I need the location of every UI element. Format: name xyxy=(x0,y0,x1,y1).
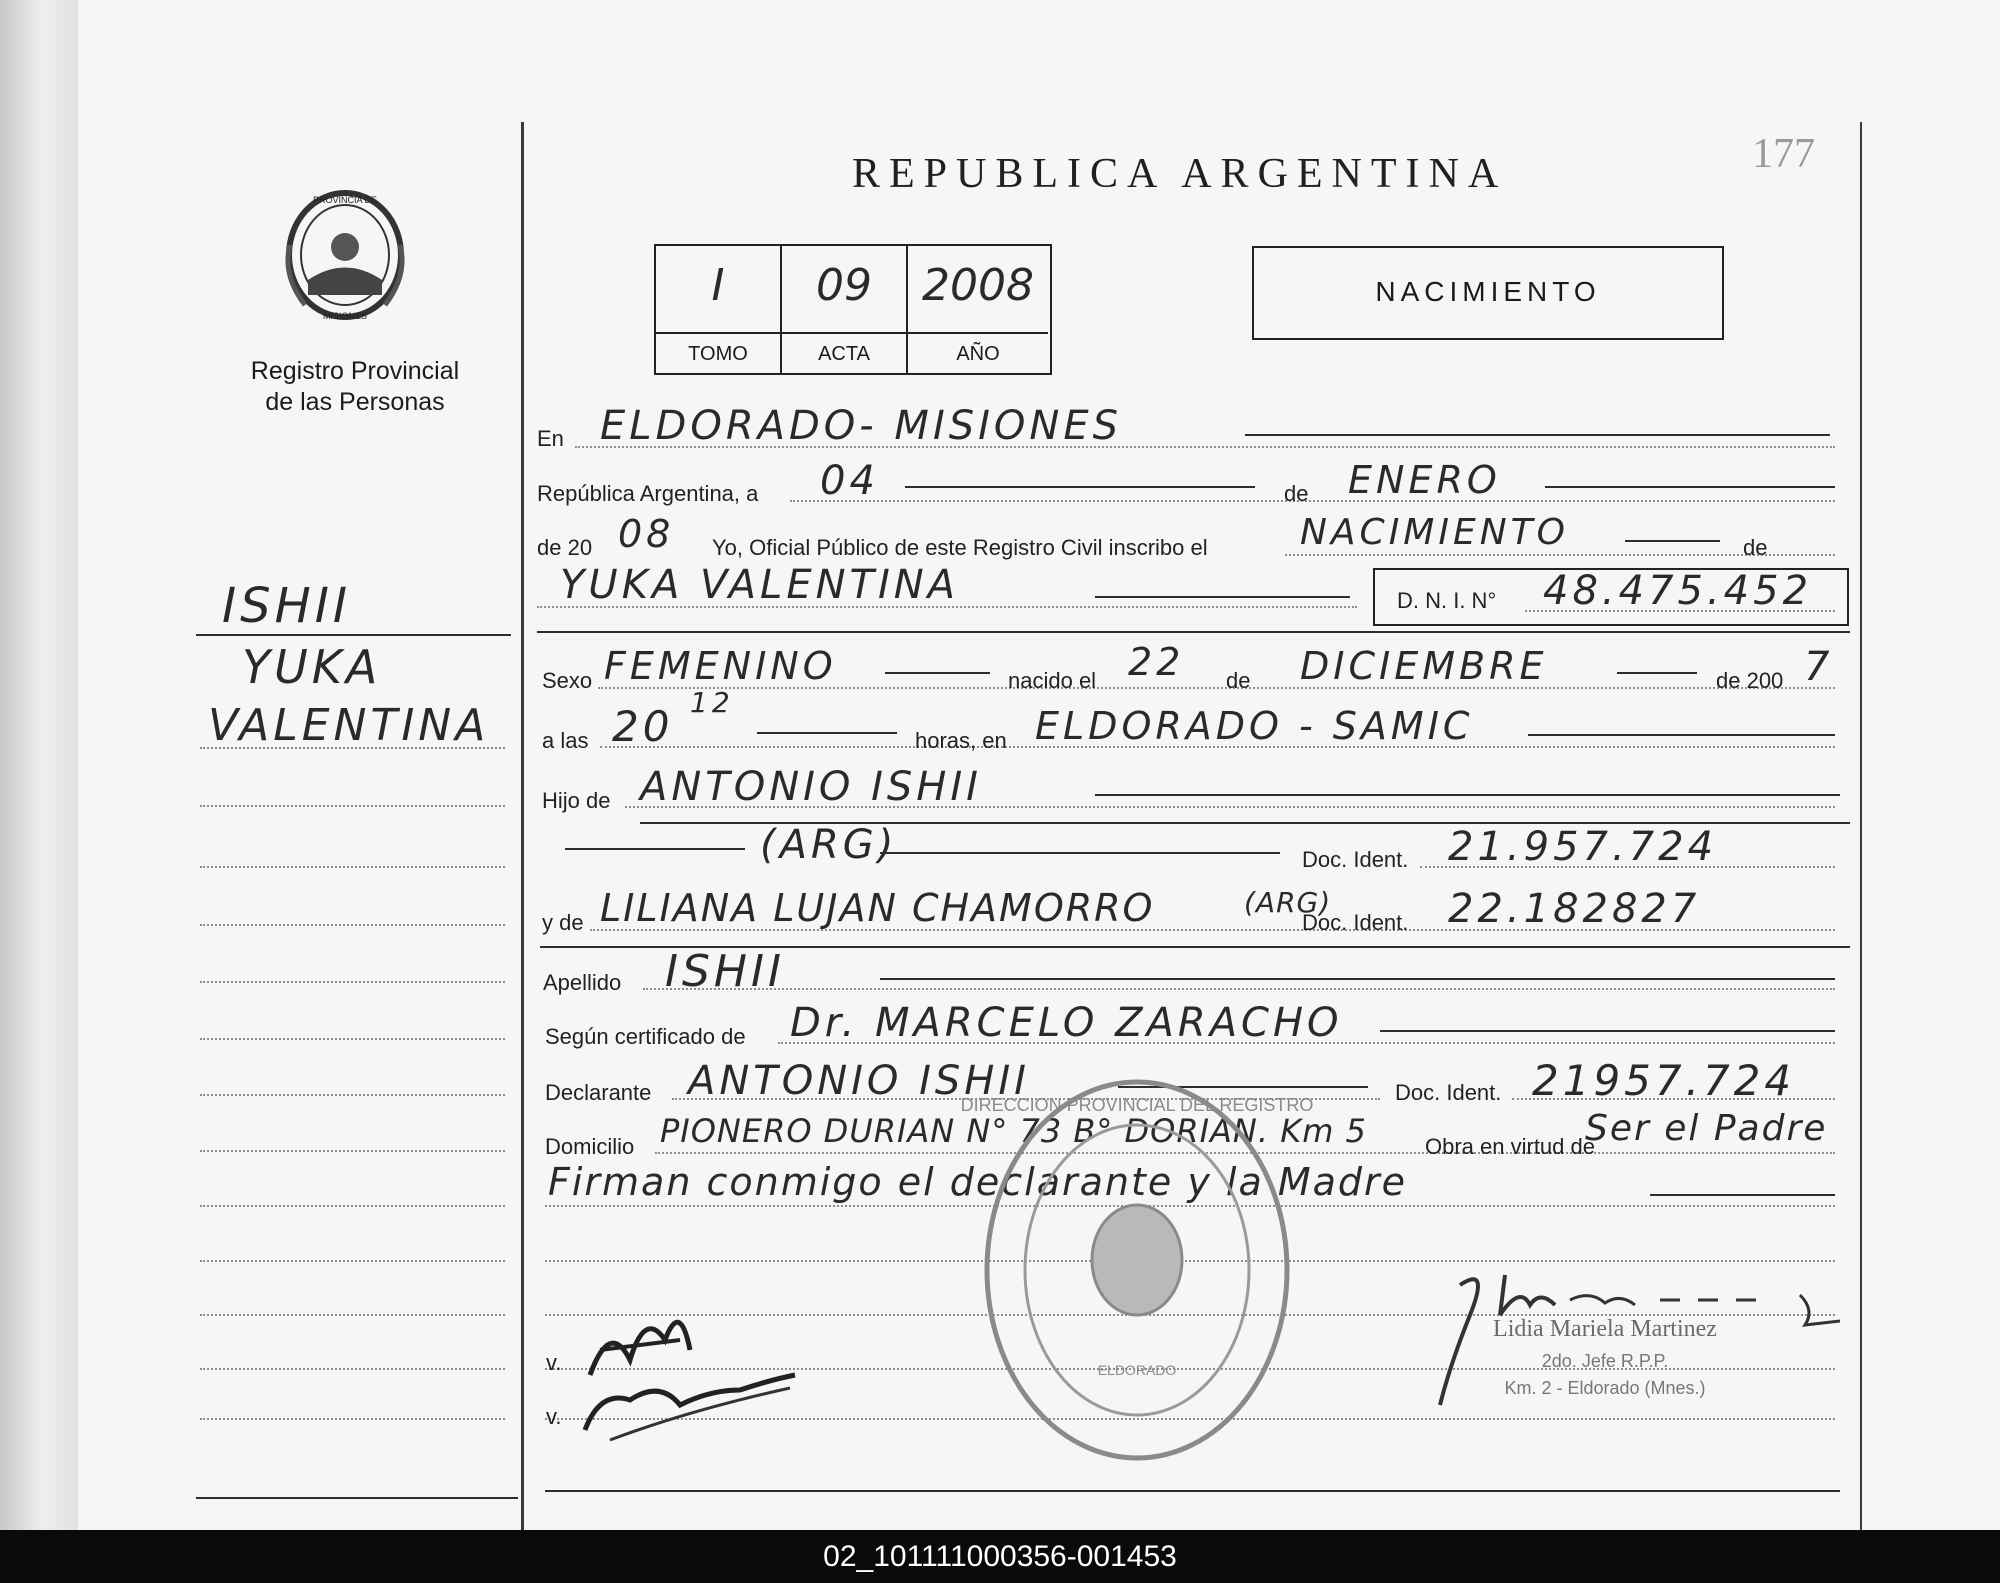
value-medico: Dr. MARCELO ZARACHO xyxy=(790,1000,1343,1046)
value-domicilio: PIONERO DURIAN N° 73 B° DORIAN. Km 5 xyxy=(660,1112,1367,1150)
value-lugar-nac: ELDORADO - SAMIC xyxy=(1035,704,1474,748)
value-declarante-doc: 21957.724 xyxy=(1532,1056,1796,1105)
fill-line-firman xyxy=(1650,1194,1835,1196)
margin-line-6 xyxy=(200,981,505,983)
value-madre: LILIANA LUJAN CHAMORRO xyxy=(600,886,1155,930)
label-domicilio: Domicilio xyxy=(545,1134,635,1159)
label-obra: Obra en virtud de xyxy=(1425,1134,1595,1159)
registry-name xyxy=(210,356,500,418)
label-republica: República Argentina, a xyxy=(537,481,759,506)
value-padre: ANTONIO ISHII xyxy=(640,764,982,810)
margin-name-1: YUKA xyxy=(242,640,382,694)
fill-line-lugar-nac xyxy=(1528,734,1835,736)
fill-line-nac-mes xyxy=(1617,672,1697,674)
margin-name-2: VALENTINA xyxy=(208,700,490,751)
fill-line-apellido xyxy=(880,978,1835,980)
margin-line-4 xyxy=(200,866,505,868)
fill-line-padre xyxy=(1095,794,1840,796)
anio-label: AÑO xyxy=(908,332,1048,375)
label-apellido: Apellido xyxy=(543,970,622,995)
margin-line-11 xyxy=(200,1260,505,1262)
label-en: En xyxy=(537,426,564,451)
value-dia: 04 xyxy=(820,458,879,504)
record-type-box: NACIMIENTO xyxy=(1252,246,1724,340)
margin-line-7 xyxy=(200,1038,505,1040)
margin-line-5 xyxy=(200,924,505,926)
margin-line-9 xyxy=(200,1150,505,1152)
fill-line-padre-nac-left xyxy=(565,848,745,850)
label-dni: D. N. I. N° xyxy=(1397,588,1497,613)
record-number-box xyxy=(654,244,1052,375)
margin-rule-right xyxy=(1860,122,1862,1530)
margin-surname: ISHII xyxy=(222,578,352,634)
label-de-mes: de xyxy=(1284,481,1309,506)
value-hora: 20 xyxy=(612,702,674,751)
fill-line-dia xyxy=(905,486,1255,488)
registry-line-2: de las Personas xyxy=(265,388,445,416)
value-minutos: 12 xyxy=(690,686,734,719)
official-role: 2do. Jefe R.P.P. xyxy=(1541,1351,1669,1371)
official-block xyxy=(1445,1316,1765,1399)
margin-line-12 xyxy=(200,1314,505,1316)
label-v2: v. xyxy=(546,1404,562,1429)
acta-value: 09 xyxy=(816,260,872,311)
fill-line-sexo xyxy=(885,672,990,674)
value-nac-mes: DICIEMBRE xyxy=(1300,644,1548,688)
document-title: REPUBLICA ARGENTINA xyxy=(852,151,1508,197)
official-place: Km. 2 - Eldorado (Mnes.) xyxy=(1504,1378,1706,1398)
svg-text:MISIONES: MISIONES xyxy=(322,311,368,321)
line-republica xyxy=(790,500,1835,502)
label-de-end: de xyxy=(1743,535,1768,560)
margin-line-13 xyxy=(200,1368,505,1370)
value-madre-nac: (ARG) xyxy=(1244,886,1332,919)
fill-line-medico xyxy=(1380,1030,1835,1032)
dni-box xyxy=(1373,568,1849,626)
fill-line-mes xyxy=(1545,486,1835,488)
bottom-rule xyxy=(545,1490,1840,1492)
label-horas: horas, en xyxy=(915,728,1007,753)
svg-text:PROVINCIA DE: PROVINCIA DE xyxy=(312,195,378,205)
margin-bottom-rule xyxy=(196,1497,518,1499)
label-yde: y de xyxy=(542,910,584,935)
label-de20: de 20 xyxy=(537,535,593,560)
margin-line-2 xyxy=(200,747,505,749)
tomo-label: TOMO xyxy=(656,332,782,375)
value-nac-dia: 22 xyxy=(1128,640,1185,684)
label-nacido: nacido el xyxy=(1008,668,1097,693)
fill-line-hora xyxy=(757,732,897,734)
margin-line-8 xyxy=(200,1094,505,1096)
tomo-cell xyxy=(656,246,782,332)
svg-text:DIRECCION PROVINCIAL DEL REGIS: DIRECCION PROVINCIAL DEL REGISTRO xyxy=(960,1095,1314,1115)
label-segun: Según certificado de xyxy=(545,1024,746,1049)
label-hijo: Hijo de xyxy=(542,788,611,813)
margin-line-3 xyxy=(200,805,505,807)
value-madre-doc: 22.182827 xyxy=(1448,886,1701,932)
value-anio-inscripcion: 08 xyxy=(618,512,675,556)
value-padre-doc: 21.957.724 xyxy=(1448,824,1718,870)
registry-line-1: Registro Provincial xyxy=(250,357,460,385)
divider xyxy=(537,631,1850,633)
fill-line-nombre xyxy=(1095,596,1350,598)
label-declarante: Declarante xyxy=(545,1080,652,1105)
label-docident-declarante: Doc. Ident. xyxy=(1395,1080,1502,1105)
anio-cell xyxy=(908,246,1048,332)
anio-value: 2008 xyxy=(922,260,1034,311)
margin-line-10 xyxy=(200,1205,505,1207)
value-lugar: ELDORADO- MISIONES xyxy=(600,403,1122,449)
tomo-value: I xyxy=(711,260,725,311)
acta-cell xyxy=(782,246,908,332)
margin-line-14 xyxy=(200,1418,505,1420)
provincia-misiones-shield-icon xyxy=(280,185,410,325)
acta-label: ACTA xyxy=(782,332,908,375)
value-acto: NACIMIENTO xyxy=(1300,512,1569,553)
fill-line-acto xyxy=(1625,540,1720,542)
fill-line-en xyxy=(1245,434,1830,436)
line-apellido xyxy=(643,988,1835,990)
image-id-footer: 02_101111000356-001453 xyxy=(0,1530,2000,1583)
margin-divider xyxy=(196,634,511,636)
label-docident-padre: Doc. Ident. xyxy=(1302,847,1409,872)
label-docident-madre: Doc. Ident. xyxy=(1302,910,1409,935)
official-name: Lidia Mariela Martinez xyxy=(1493,1316,1717,1342)
value-firman: Firman conmigo el declarante y la Madre xyxy=(548,1160,1408,1204)
label-de-nac: de xyxy=(1226,668,1251,693)
value-dni: 48.475.452 xyxy=(1543,568,1813,614)
declarant-signature xyxy=(570,1280,810,1450)
label-v1: v. xyxy=(546,1350,562,1375)
value-nombre: YUKA VALENTINA xyxy=(560,562,960,608)
page-number: 177 xyxy=(1752,131,1815,177)
value-obra: Ser el Padre xyxy=(1585,1108,1828,1149)
book-binding xyxy=(0,0,78,1530)
value-apellido: ISHII xyxy=(665,946,785,997)
value-sexo: FEMENINO xyxy=(604,644,837,688)
svg-text:ELDORADO: ELDORADO xyxy=(1097,1362,1177,1378)
fill-line-padre-nac-right xyxy=(880,852,1280,854)
value-padre-nac: (ARG) xyxy=(760,822,898,868)
label-sexo: Sexo xyxy=(542,668,593,693)
label-de200: de 200 xyxy=(1716,668,1784,693)
label-alas: a las xyxy=(542,728,589,753)
label-yo: Yo, Oficial Público de este Registro Civil inscribo el xyxy=(712,535,1208,560)
value-mes: ENERO xyxy=(1348,458,1501,502)
value-declarante: ANTONIO ISHII xyxy=(688,1058,1030,1104)
margin-rule-left xyxy=(521,122,524,1530)
value-nac-anio: 7 xyxy=(1804,644,1834,690)
